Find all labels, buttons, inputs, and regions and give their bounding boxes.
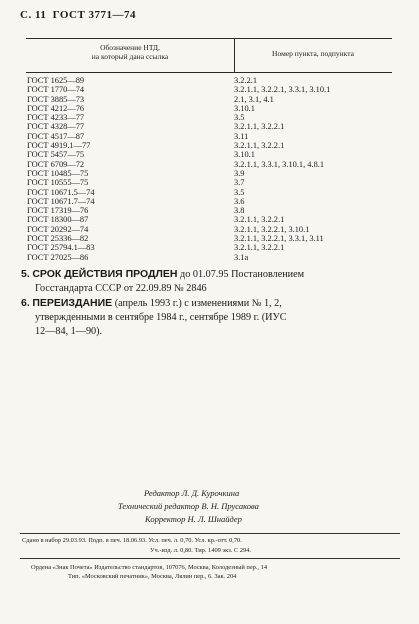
- proofreader-credit: Корректор Н. Л. Шнайдер: [145, 514, 242, 524]
- clause-numbers: 3.2.2.1: [234, 76, 258, 85]
- standard-designation: ГОСТ 4517—87: [27, 131, 85, 141]
- standard-designation: ГОСТ 4328—77: [27, 122, 85, 132]
- table-row: [26, 76, 392, 85]
- clause-numbers: 3.2.1.1, 3.3.1, 3.10.1, 4.8.1: [234, 159, 325, 169]
- table-row: [26, 104, 392, 113]
- clause-numbers: 3.5: [234, 187, 245, 197]
- table-row: [26, 253, 392, 262]
- table-row: [26, 122, 392, 131]
- table-row: [26, 215, 392, 224]
- clause-numbers: 3.10.1: [234, 150, 255, 160]
- table-row: [26, 234, 392, 243]
- table-top-rule: [26, 38, 392, 39]
- page-header: [20, 9, 136, 21]
- table-row: [26, 243, 392, 252]
- clause-numbers: 3.2.1.1, 3.2.2.1: [234, 215, 285, 225]
- standard-designation: ГОСТ 3885—73: [27, 94, 85, 104]
- section-6-text-2: утвержденными в сентябре 1984 г., сентябре 1989 г. (ИУС: [35, 312, 287, 323]
- section-5-text-1: до 01.07.95 Постановлением: [180, 269, 305, 280]
- table-row: [26, 141, 392, 150]
- table-row: [26, 169, 392, 178]
- standard-designation: ГОСТ 25794.1—83: [27, 243, 95, 253]
- publisher-line-1: Ордена «Знак Почета» Издательство стандартов, 107076, Москва, Колодезный пер., 14: [31, 564, 268, 571]
- standard-designation: ГОСТ 1770—74: [27, 85, 85, 95]
- section-6: [21, 296, 287, 339]
- section-6-heading: ПЕРЕИЗДАНИЕ: [32, 297, 113, 309]
- clause-numbers: 3.7: [234, 178, 245, 188]
- table-row: [26, 85, 392, 94]
- clause-numbers: 3.9: [234, 168, 245, 178]
- section-6-text-1: (апрель 1993 г.) с изменениями № 1, 2,: [114, 298, 282, 309]
- table-row: [26, 113, 392, 122]
- table-body: [26, 76, 392, 262]
- section-6-number: 6.: [21, 297, 30, 309]
- standard-designation: ГОСТ 5457—75: [27, 150, 85, 160]
- clause-numbers: 3.2.1.1, 3.2.2.1, 3.3.1, 3.11: [234, 234, 324, 244]
- table-row: [26, 160, 392, 169]
- section-5-number: 5.: [21, 268, 30, 280]
- standard-designation: ГОСТ 4233—77: [27, 113, 85, 123]
- clause-numbers: 3.8: [234, 206, 245, 216]
- publisher-line-2: Тип. «Московский печатник», Москва, Лялин пер., 6. Зак. 204: [68, 573, 237, 580]
- table-row: [26, 188, 392, 197]
- table-row: [26, 178, 392, 187]
- table-header-rule: [26, 72, 392, 73]
- section-5-heading: СРОК ДЕЙСТВИЯ ПРОДЛЕН: [32, 268, 178, 280]
- standard-designation: ГОСТ 10555—75: [27, 178, 89, 188]
- table-row: [26, 150, 392, 159]
- clause-numbers: 3.6: [234, 196, 245, 206]
- section-5-text-2: Госстандарта СССР от 22.09.89 № 2846: [35, 283, 207, 294]
- clause-numbers: 3.2.1.1, 3.2.2.1, 3.3.1, 3.10.1: [234, 85, 331, 95]
- imprint-line-2: Уч.-изд. л. 0,80. Тир. 1409 экз. С 294.: [150, 547, 251, 554]
- clause-numbers: 3.5: [234, 113, 245, 123]
- table-row: [26, 95, 392, 104]
- references-table: [26, 38, 392, 274]
- column-header-clause: Номер пункта, подпункта: [272, 49, 354, 58]
- section-5: [21, 267, 304, 296]
- tech-editor-credit: Технический редактор В. Н. Прусакова: [118, 501, 259, 511]
- clause-numbers: 3.10.1: [234, 103, 255, 113]
- standard-designation: ГОСТ 27025—86: [27, 252, 89, 262]
- table-row: [26, 206, 392, 215]
- clause-numbers: 3.1а: [234, 252, 249, 262]
- table-row: [26, 132, 392, 141]
- standard-designation: ГОСТ 17319—76: [27, 206, 89, 216]
- clause-numbers: 3.2.1.1, 3.2.2.1: [234, 141, 285, 151]
- standard-id: ГОСТ 3771—74: [52, 9, 137, 21]
- imprint-bottom-rule: [20, 558, 400, 559]
- standard-designation: ГОСТ 10671.7—74: [27, 196, 95, 206]
- standard-designation: ГОСТ 6709—72: [27, 159, 85, 169]
- standard-designation: ГОСТ 20292—74: [27, 224, 89, 234]
- standard-designation: ГОСТ 4212—76: [27, 103, 85, 113]
- editor-credit: Редактор Л. Д. Курочкина: [144, 488, 240, 498]
- clause-numbers: 2.1, 3.1, 4.1: [234, 94, 274, 104]
- standard-designation: ГОСТ 1625—89: [27, 76, 85, 85]
- standard-designation: ГОСТ 10485—75: [27, 168, 89, 178]
- table-row: [26, 225, 392, 234]
- clause-numbers: 3.2.1.1, 3.2.2.1: [234, 122, 285, 132]
- imprint-top-rule: [20, 533, 400, 534]
- section-6-text-3: 12—84, 1—90).: [35, 326, 103, 337]
- imprint-line-1: Сдано в набор 29.03.93. Подп. в печ. 18.06.93. Усл. печ. л. 0,70. Усл. кр.-отт. 0,70.: [22, 537, 242, 544]
- standard-designation: ГОСТ 25336—82: [27, 234, 89, 244]
- standard-designation: ГОСТ 4919.1—77: [27, 141, 91, 151]
- table-row: [26, 197, 392, 206]
- column-header-standard: Обозначение НТД, на который дана ссылка: [91, 43, 169, 61]
- clause-numbers: 3.11: [234, 131, 249, 141]
- standard-designation: ГОСТ 18300—87: [27, 215, 89, 225]
- standard-designation: ГОСТ 10671.5—74: [27, 187, 95, 197]
- page-number: С. 11: [20, 9, 47, 21]
- clause-numbers: 3.2.1.1, 3.2.2.1: [234, 243, 285, 253]
- clause-numbers: 3.2.1.1, 3.2.2.1, 3.10.1: [234, 224, 310, 234]
